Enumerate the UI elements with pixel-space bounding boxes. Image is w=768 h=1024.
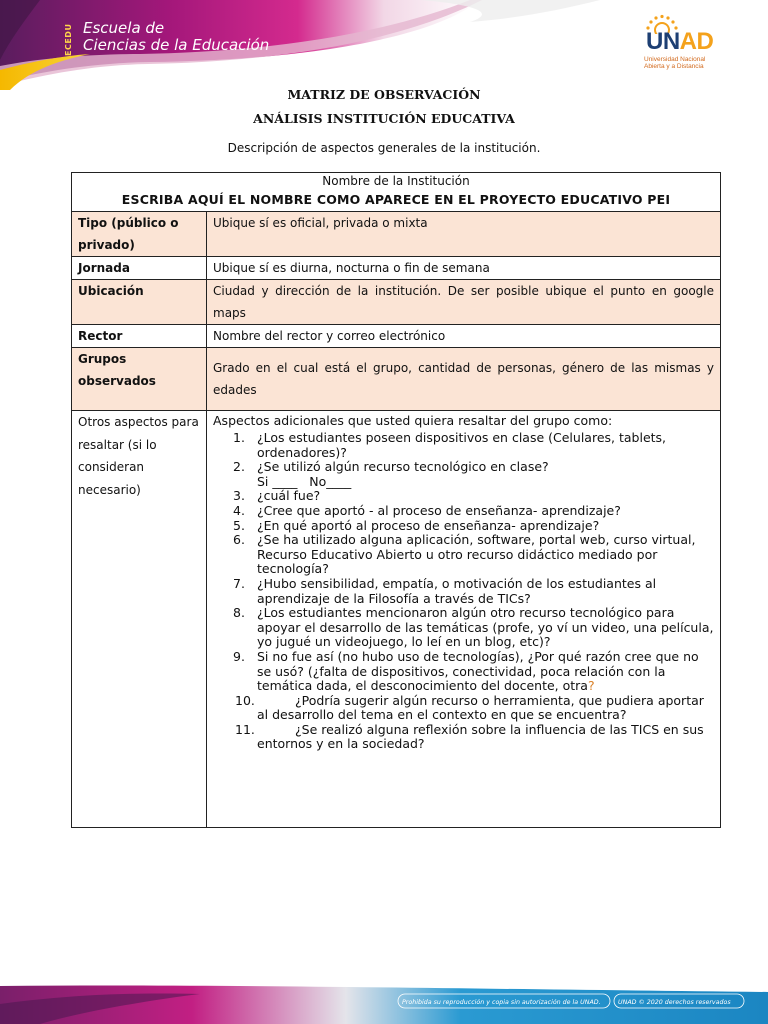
- question-number: 3.: [233, 488, 245, 504]
- row-value: Ubique sí es oficial, privada o mixta: [207, 212, 721, 257]
- observation-matrix: [71, 172, 721, 828]
- question-text: ¿cuál fue?: [257, 488, 321, 504]
- row-value: Nombre del rector y correo electrónico: [207, 325, 721, 348]
- question-number: 8.: [233, 605, 245, 621]
- ecedu-tag: ECEDU: [64, 23, 73, 56]
- question-text: ¿Se utilizó algún recurso tecnológico en clase?: [257, 459, 549, 475]
- document-subtitle: ANÁLISIS INSTITUCIÓN EDUCATIVA: [253, 111, 515, 126]
- table-row-rector: [72, 325, 721, 348]
- institution-name-label: Nombre de la Institución: [322, 174, 470, 188]
- question-number: 10.: [235, 692, 255, 708]
- header-banner: [0, 0, 768, 90]
- document-title: MATRIZ DE OBSERVACIÓN: [287, 87, 481, 102]
- list-item: [213, 460, 714, 489]
- question-text: ¿Cree que aportó - al proceso de enseñanza- aprendizaje?: [257, 502, 621, 518]
- question-number: 7.: [233, 575, 245, 591]
- questions-intro: Aspectos adicionales que usted quiera resaltar del grupo como:: [213, 413, 613, 428]
- unad-logo: [642, 14, 742, 70]
- footer-copyright: UNAD © 2020 derechos reservados: [618, 999, 731, 1006]
- unad-logo-word: [646, 28, 713, 56]
- list-item: [213, 606, 714, 650]
- row-label: Otros aspectos para resaltar (si lo consideran necesario): [72, 411, 207, 828]
- question-number: 11.: [235, 721, 255, 737]
- row-value: Ciudad y dirección de la institución. De ser posible ubique el punto en google maps: [207, 280, 721, 325]
- list-item: [213, 694, 714, 723]
- table-row-grupos: [72, 348, 721, 411]
- question-tail: ?: [587, 678, 595, 694]
- school-name-line1: Escuela de: [83, 19, 165, 37]
- list-item: [213, 431, 714, 460]
- list-item: [213, 650, 714, 694]
- question-number: 6.: [233, 532, 245, 548]
- question-number: 4.: [233, 502, 245, 518]
- question-extra: Si ____ No____: [257, 473, 352, 489]
- unad-logo-subtitle-line2: Abierta y a Distancia: [644, 63, 704, 70]
- table-row-tipo: [72, 212, 721, 257]
- row-value: Ubique sí es diurna, nocturna o fin de semana: [207, 257, 721, 280]
- row-label: Jornada: [72, 257, 207, 280]
- question-text: ¿Hubo sensibilidad, empatía, o motivación de los estudiantes al aprendizaje de la Filosofía a través de TICs?: [257, 575, 657, 606]
- row-label: Tipo (público o privado): [72, 212, 207, 257]
- footer-notice: Prohibida su reproducción y copia sin autorización de la UNAD.: [402, 999, 601, 1006]
- table-row-jornada: [72, 257, 721, 280]
- unad-logo-subtitle: [644, 56, 744, 70]
- list-item: [213, 519, 714, 534]
- list-item: [213, 723, 714, 752]
- list-item: [213, 489, 714, 504]
- question-text: Si no fue así (no hubo uso de tecnologías), ¿Por qué razón cree que no se usó? (¿falta de dispositivos, conectividad, poca relación con la temática dada, el desconocimiento del docente, otra: [257, 648, 699, 694]
- question-text: ¿Los estudiantes mencionaron algún otro recurso tecnológico para apoyar el desarrollo de las temáticas (profe, yo ví un video, una película, yo jugué un videojuego, lo leí en un blog, etc)?: [257, 605, 714, 650]
- row-value-questions: [207, 411, 721, 828]
- institution-header-cell: [72, 173, 721, 212]
- footer-banner: [0, 982, 768, 1024]
- table-row-otros: [72, 411, 721, 828]
- school-name-line2: Ciencias de la Educación: [83, 36, 270, 54]
- unad-logo-subtitle-line1: Universidad Nacional: [644, 56, 706, 63]
- school-name: [83, 20, 269, 54]
- unad-logo-ad: AD: [679, 28, 714, 55]
- question-text: ¿Podría sugerir algún recurso o herramienta, que pudiera aportar al desarrollo del tema en el contexto en que se encuentra?: [257, 692, 704, 723]
- document-description: Descripción de aspectos generales de la institución.: [227, 141, 541, 155]
- question-text: ¿En qué aportó al proceso de enseñanza- aprendizaje?: [257, 517, 600, 533]
- questions-list: [213, 431, 714, 764]
- row-label: Grupos observados: [72, 348, 207, 411]
- question-number: 1.: [233, 430, 245, 445]
- question-number: 5.: [233, 517, 245, 533]
- institution-header-row: [72, 173, 721, 212]
- row-label: Rector: [72, 325, 207, 348]
- list-item: [213, 577, 714, 606]
- question-text: ¿Los estudiantes poseen dispositivos en clase (Celulares, tablets, ordenadores)?: [257, 430, 667, 460]
- row-label: Ubicación: [72, 280, 207, 325]
- question-text: ¿Se realizó alguna reflexión sobre la influencia de las TICS en sus entornos y en la sociedad?: [257, 721, 704, 752]
- list-item: [213, 504, 714, 519]
- table-row-ubicacion: [72, 280, 721, 325]
- institution-name-value: ESCRIBA AQUÍ EL NOMBRE COMO APARECE EN EL PROYECTO EDUCATIVO PEI: [121, 192, 671, 207]
- question-number: 2.: [233, 459, 245, 475]
- row-value: Grado en el cual está el grupo, cantidad de personas, género de las mismas y edades: [207, 348, 721, 411]
- list-item: [213, 533, 714, 577]
- question-number: 9.: [233, 648, 245, 664]
- unad-logo-un: UN: [646, 28, 680, 55]
- question-text: ¿Se ha utilizado alguna aplicación, software, portal web, curso virtual, Recurso Educativo Abierto u otro recurso didáctico mediado por tecnología?: [257, 532, 696, 577]
